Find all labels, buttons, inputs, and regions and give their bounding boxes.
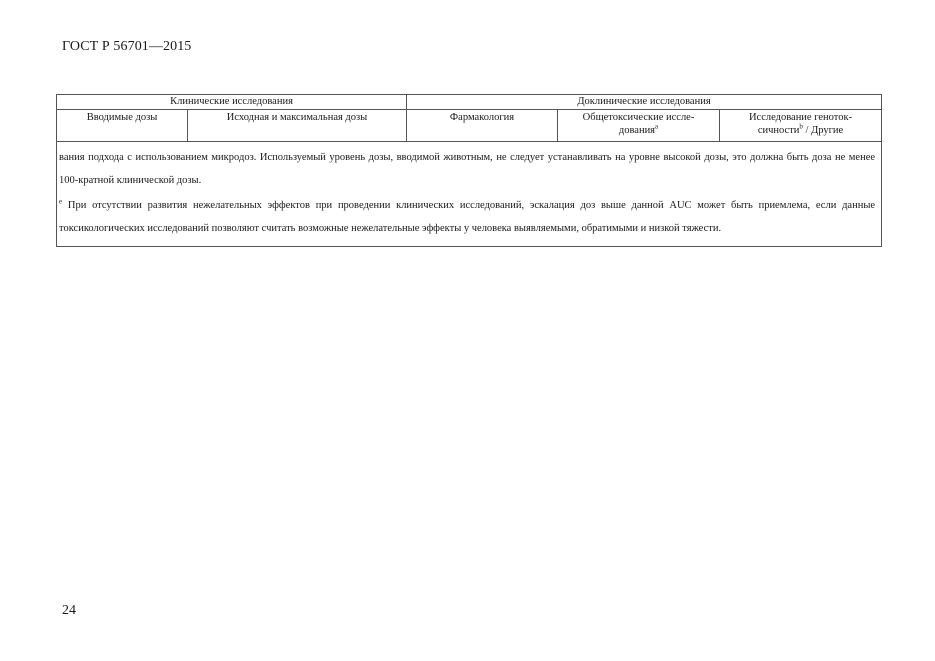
requirements-table [56,94,882,247]
column-header-line: Исследование геноток- [748,112,853,123]
group-header-clinical: Клинические исследования [57,95,407,110]
column-header-pharmacology: Фармакология [407,110,558,142]
column-header-line: сичности [757,125,800,136]
note-text: При отсутствии развития нежелательных эффектов при проведении клинических исследований, эскалация доз выше данной AUC может быть приемлема, если данные токсикологических исследований позволяют считать возможные нежелательные эффекты у человека выявляемыми, обратимыми и низкой тяжести. [59,200,876,234]
column-header-administered-doses: Вводимые дозы [57,110,188,142]
note-paragraph [59,194,875,240]
column-header-genotoxicity [720,110,882,142]
document-code: ГОСТ Р 56701—2015 [62,39,192,54]
column-header-initial-max-doses: Исходная и максимальная дозы [188,110,407,142]
column-header-line: / Другие [802,125,844,136]
table-group-header-row [57,95,882,110]
column-header-line: Общетоксические иссле- [582,112,695,123]
column-header-line: дования [618,125,656,136]
table-column-header-row [57,110,882,142]
page-number: 24 [62,603,76,618]
table-notes-cell [57,142,882,247]
footnote-marker: e [59,197,63,206]
footnote-marker: a [655,122,659,131]
column-header-general-toxicity [558,110,720,142]
footnote-marker: b [799,122,803,131]
group-header-preclinical: Доклинические исследования [407,95,882,110]
table-notes-row [57,142,882,247]
note-paragraph [59,146,875,192]
note-text: вания подхода с использованием микродоз. Используемый уровень дозы, вводимой животным, не следует устанавливать на уровне высокой дозы, это должна быть доза не менее 100-кратной клинической дозы. [59,152,876,186]
